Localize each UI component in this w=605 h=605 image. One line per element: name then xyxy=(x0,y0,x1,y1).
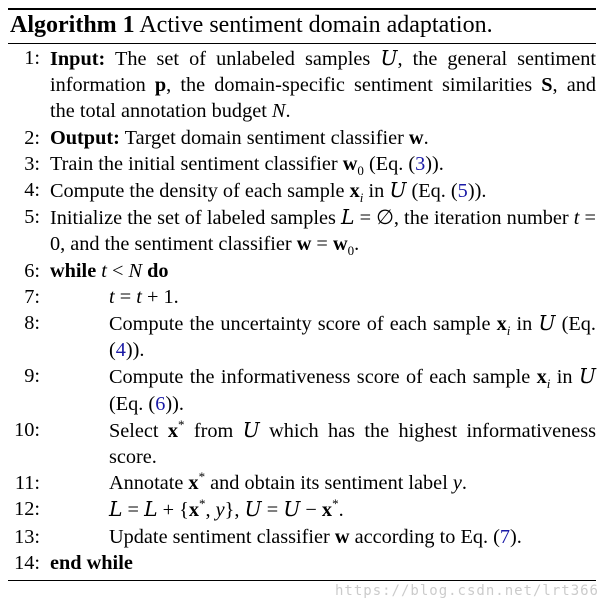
math-symbol: x xyxy=(496,313,507,336)
step-text: from xyxy=(184,419,243,442)
step-5 xyxy=(8,204,596,257)
step-text: . xyxy=(338,499,344,522)
math-symbol: U xyxy=(283,497,301,522)
math-subscript: i xyxy=(546,376,551,392)
step-3 xyxy=(8,151,596,177)
step-text: . xyxy=(423,126,429,149)
math-subscript: 0 xyxy=(357,162,364,178)
equation-link[interactable]: 4 xyxy=(115,339,126,362)
step-12 xyxy=(8,496,596,523)
step-text: (Eq. ( xyxy=(363,152,416,175)
step-text: = xyxy=(114,285,137,308)
step-text: Train the initial sentiment classifier xyxy=(50,152,343,175)
math-symbol: x xyxy=(321,499,333,522)
step-number: 7: xyxy=(24,285,40,308)
equation-link[interactable]: 7 xyxy=(499,525,511,548)
math-symbol: t xyxy=(109,285,115,308)
math-symbol: t xyxy=(136,285,142,308)
step-number: 2: xyxy=(24,126,40,149)
step-number: 11: xyxy=(14,472,40,495)
math-symbol: w xyxy=(342,152,358,175)
math-symbol: x xyxy=(188,499,199,522)
step-text: in xyxy=(510,313,539,336)
math-superscript: * xyxy=(332,496,339,512)
step-number: 9: xyxy=(24,365,40,388)
math-symbol: L xyxy=(109,497,123,522)
math-symbol: S xyxy=(541,74,553,97)
step-number: 4: xyxy=(24,179,40,202)
step-number: 6: xyxy=(24,259,40,282)
step-text: = xyxy=(122,499,145,522)
step-keyword: Output: xyxy=(50,126,120,149)
step-text: which has the highest informativeness score. xyxy=(109,419,596,469)
step-text: in xyxy=(550,366,579,389)
step-10 xyxy=(8,417,596,470)
math-symbol: w xyxy=(334,525,350,548)
step-number: 14: xyxy=(14,551,40,574)
step-text: Compute the uncertainty score of each sample xyxy=(109,313,497,336)
step-text: Select xyxy=(109,419,168,442)
algorithm-block xyxy=(8,8,596,581)
math-symbol: U xyxy=(380,46,398,70)
algorithm-title xyxy=(8,10,596,40)
step-number: 5: xyxy=(24,206,40,229)
step-text: according to Eq. ( xyxy=(349,525,500,548)
step-list xyxy=(8,45,596,576)
step-text: }, xyxy=(224,499,245,522)
step-text: . xyxy=(354,233,360,256)
bottom-rule xyxy=(8,580,596,581)
step-text: = xyxy=(311,233,333,256)
step-13 xyxy=(8,524,596,550)
step-text: Target domain sentiment classifier xyxy=(119,126,409,149)
math-symbol: N xyxy=(128,259,143,282)
step-6 xyxy=(8,258,596,284)
step-text: The set of unlabeled samples xyxy=(105,48,381,70)
math-symbol: y xyxy=(452,472,462,495)
step-text: and obtain its sentiment label xyxy=(205,472,453,495)
step-text: . xyxy=(285,100,291,123)
step-text: = ∅, the iteration number xyxy=(354,207,574,230)
step-11 xyxy=(8,470,596,496)
math-subscript: i xyxy=(506,323,511,339)
math-subscript: 0 xyxy=(347,243,355,259)
step-text: , xyxy=(205,499,216,522)
step-text: (Eq. ( xyxy=(406,180,458,203)
step-text: )). xyxy=(467,180,487,203)
equation-link[interactable]: 3 xyxy=(415,152,426,175)
step-text: < xyxy=(106,259,129,282)
step-9 xyxy=(8,363,596,416)
math-superscript: * xyxy=(199,496,206,512)
step-number: 8: xyxy=(24,312,40,335)
step-keyword: while xyxy=(50,259,97,282)
step-text: (Eq. ( xyxy=(109,392,156,415)
step-keyword: do xyxy=(147,259,169,282)
step-8 xyxy=(8,310,596,363)
math-symbol: t xyxy=(573,207,580,230)
step-1 xyxy=(8,45,596,125)
math-symbol: N xyxy=(271,100,286,123)
step-4 xyxy=(8,177,596,204)
math-symbol: p xyxy=(154,74,167,97)
math-symbol: w xyxy=(408,126,424,149)
step-number: 1: xyxy=(24,47,40,69)
step-14 xyxy=(8,550,596,576)
math-symbol: x xyxy=(188,472,199,495)
math-symbol: U xyxy=(242,417,260,442)
title-rule xyxy=(8,43,596,44)
equation-link[interactable]: 6 xyxy=(155,392,166,415)
step-text: ). xyxy=(510,525,522,548)
step-text: )). xyxy=(425,152,444,175)
step-text: Update sentiment classifier xyxy=(109,525,335,548)
math-superscript: * xyxy=(178,417,185,433)
step-text: )). xyxy=(165,392,184,415)
math-symbol: x xyxy=(536,366,547,389)
step-text: Compute the informativeness score of each sample xyxy=(109,366,537,389)
math-symbol: U xyxy=(538,311,556,336)
math-symbol: U xyxy=(389,178,407,203)
step-text: Compute the density of each sample xyxy=(50,180,350,203)
step-text: . xyxy=(461,472,467,495)
step-text: (Eq. ( xyxy=(109,313,596,362)
step-text: + { xyxy=(157,499,189,522)
equation-link[interactable]: 5 xyxy=(457,180,468,203)
step-number: 12: xyxy=(14,498,40,521)
step-keyword: Input: xyxy=(50,48,106,70)
math-symbol: t xyxy=(101,259,107,282)
step-text: )). xyxy=(125,339,145,362)
step-text: Annotate xyxy=(109,472,189,495)
math-symbol: y xyxy=(215,499,225,522)
step-text: Initialize the set of labeled samples xyxy=(50,207,341,230)
step-text: , and the total annotation budget xyxy=(50,74,596,123)
algorithm-label: Algorithm 1 xyxy=(10,12,135,38)
algorithm-caption: Active sentiment domain adaptation. xyxy=(139,12,493,38)
math-symbol: U xyxy=(578,364,596,389)
math-symbol: w xyxy=(332,233,348,256)
math-superscript: * xyxy=(198,469,206,485)
math-symbol: L xyxy=(341,205,355,230)
step-text: = xyxy=(261,499,284,522)
step-number: 3: xyxy=(24,152,40,175)
watermark: https://blog.csdn.net/lrt366 xyxy=(334,583,599,599)
step-number: 13: xyxy=(14,525,40,548)
step-text: − xyxy=(300,499,322,522)
math-symbol: U xyxy=(244,497,262,522)
step-2 xyxy=(8,125,596,151)
math-symbol: w xyxy=(296,233,312,256)
math-symbol: x xyxy=(349,180,360,203)
step-7 xyxy=(8,284,596,310)
step-text: = 0, and the sentiment classifier xyxy=(50,207,596,256)
step-text: , the general sentiment information xyxy=(50,48,597,97)
step-keyword: end while xyxy=(50,551,133,574)
step-number: 10: xyxy=(14,418,40,441)
step-text: in xyxy=(363,180,390,203)
step-text: , the domain-specific sentiment similarities xyxy=(166,74,542,97)
step-text: + 1. xyxy=(141,285,179,308)
math-symbol: x xyxy=(167,419,179,442)
math-symbol: L xyxy=(144,497,158,522)
math-subscript: i xyxy=(359,190,364,206)
